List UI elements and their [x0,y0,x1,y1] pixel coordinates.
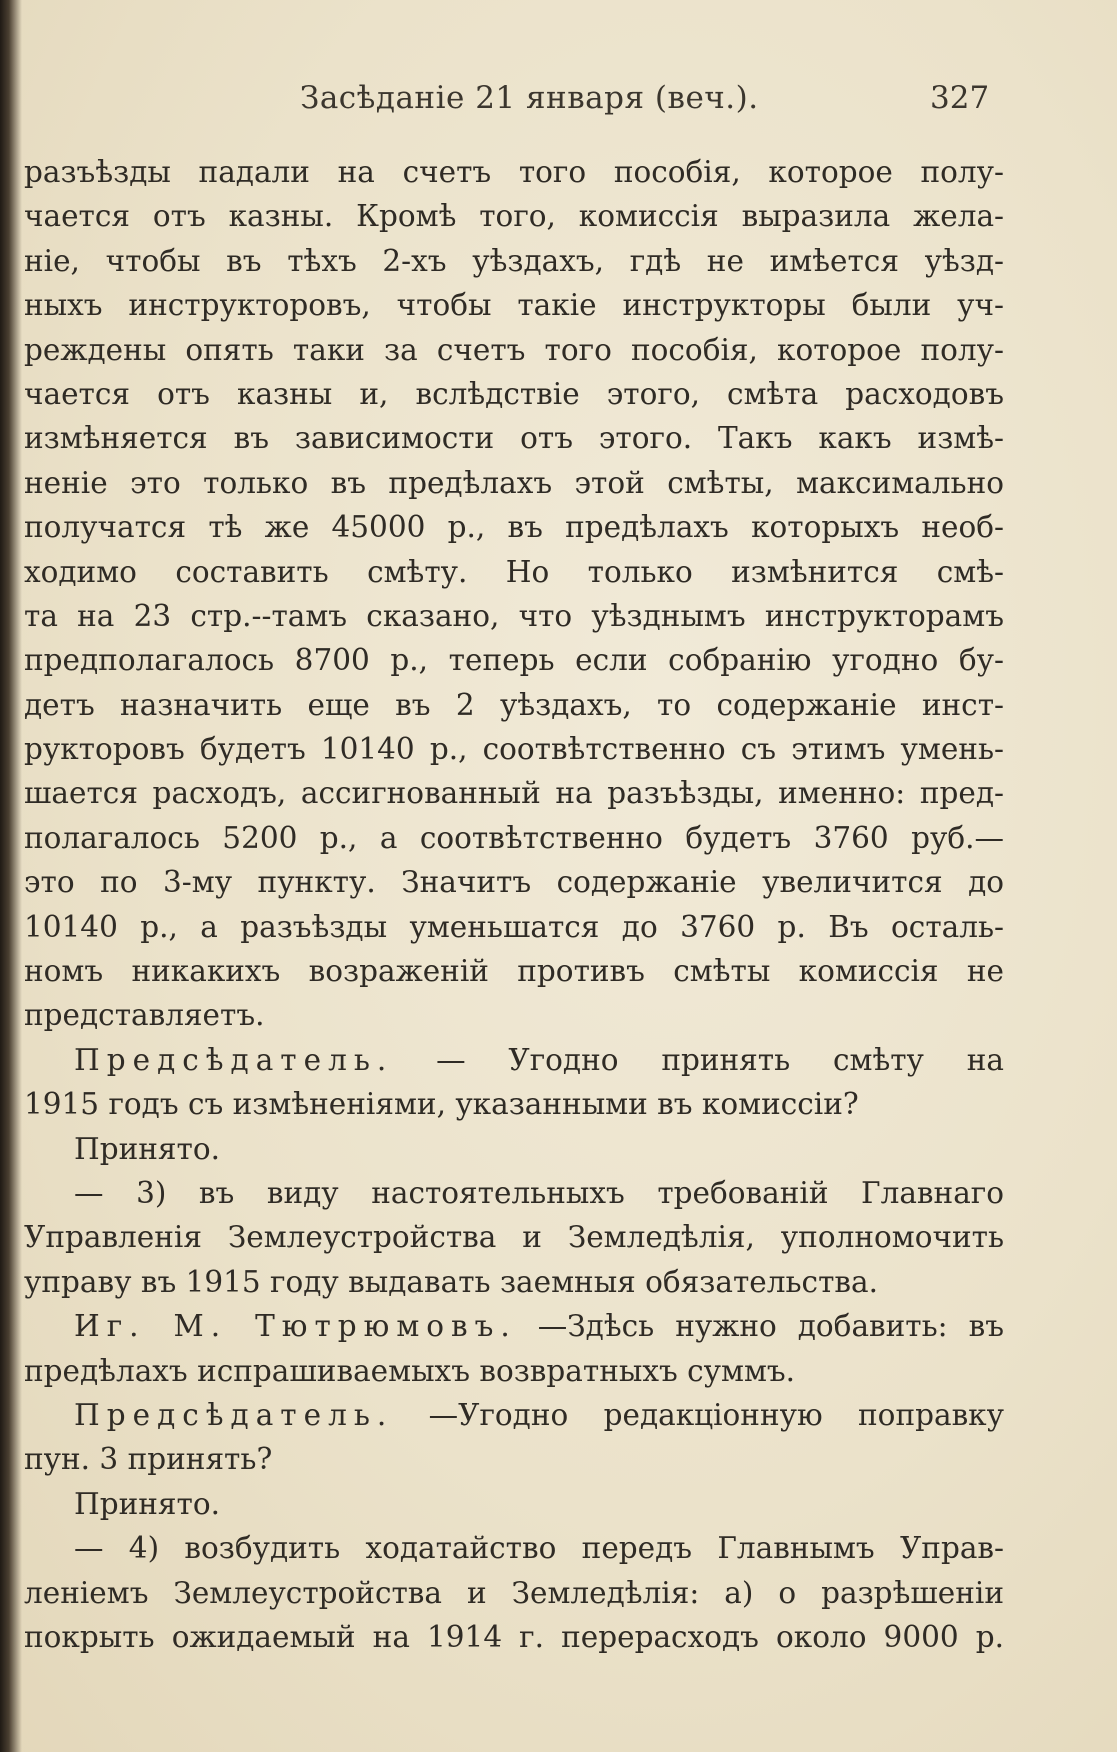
text-line [24,194,1004,238]
text-line [24,1349,1004,1393]
text-line [24,771,1004,815]
line-text: реждены опять таки за счетъ того пособія, которое полу- [24,332,1004,367]
text-line [24,683,1004,727]
speaker-name: Иг. М. Тютрюмовъ. [74,1309,517,1344]
text-line [24,239,1004,283]
running-head: Засѣданіе 21 января (веч.). [300,80,759,116]
text-line [24,1437,1004,1481]
line-text: рукторовъ будетъ 10140 р., соотвѣтственно съ этимъ умень- [24,732,1004,767]
text-line [24,416,1004,460]
line-text: 10140 р., а разъѣзды уменьшатся до 3760 р. Въ осталь- [24,909,1004,944]
line-text: Принято. [74,1131,221,1166]
text-line [24,1127,1004,1171]
line-text: детъ назначить еще въ 2 уѣздахъ, то содержаніе инст- [24,687,1004,722]
text-line [24,150,1004,194]
line-text: ныхъ инструкторовъ, чтобы такіе инструкторы были уч- [24,288,1004,323]
text-line [24,1571,1004,1615]
text-line [24,1260,1004,1304]
line-text: представляетъ. [24,998,265,1033]
text-line [24,594,1004,638]
text-line [24,550,1004,594]
text-line [24,372,1004,416]
text-line [24,1393,1004,1437]
line-text: —Здѣсь нужно добавить: въ [537,1309,1004,1344]
line-text: это по 3-му пункту. Значитъ содержаніе увеличится до [24,865,1004,900]
body-text [24,150,1004,1659]
line-text: пун. 3 принять? [24,1442,273,1477]
text-line [24,1615,1004,1659]
line-text: чается отъ казны. Кромѣ того, комиссія выразила жела- [24,199,1004,234]
line-text: предполагалось 8700 р., теперь если собранію угодно бу- [24,643,1004,678]
text-line [24,1038,1004,1082]
text-line [24,461,1004,505]
text-line [24,283,1004,327]
line-text: измѣняется въ зависимости отъ этого. Такъ какъ измѣ- [24,421,1004,456]
line-text: чается отъ казны и, вслѣдствіе этого, смѣта расходовъ [24,376,1004,411]
text-line [24,905,1004,949]
page-header [0,72,1117,122]
text-line [24,1526,1004,1570]
line-text: та на 23 стр.--тамъ сказано, что уѣзднымъ инструкторамъ [24,598,1004,633]
speaker-name: Предсѣдатель. [74,1042,394,1077]
line-text: разъѣзды падали на счетъ того пособія, которое полу- [24,155,1004,189]
line-text: ходимо составить смѣту. Но только измѣнится смѣ- [24,554,1004,589]
line-text: покрыть ожидаемый на 1914 г. перерасходъ около 9000 р. [24,1619,1004,1654]
speaker-name: Предсѣдатель. [74,1397,394,1432]
line-text: шается расходъ, ассигнованный на разъѣзды, именно: пред- [24,776,1004,811]
text-line [24,860,1004,904]
text-line [24,949,1004,993]
line-text: 1915 годъ съ измѣненіями, указанными въ комиссіи? [24,1087,859,1122]
line-text: Управленія Землеустройства и Земледѣлія, уполномочить [24,1220,1004,1255]
line-text: управу въ 1915 году выдавать заемныя обязательства. [24,1264,878,1299]
text-line [24,505,1004,549]
line-text: леніемъ Землеустройства и Земледѣлія: а) о разрѣшеніи [24,1575,1004,1610]
line-text: предѣлахъ испрашиваемыхъ возвратныхъ суммъ. [24,1353,796,1388]
line-text: —Угодно редакціонную поправку [428,1397,1004,1432]
spine-shadow [0,0,22,1752]
text-line [24,1082,1004,1126]
text-line [24,816,1004,860]
line-text: ніе, чтобы въ тѣхъ 2-хъ уѣздахъ, гдѣ не имѣется уѣзд- [24,243,1004,278]
line-text: — 3) въ виду настоятельныхъ требованій Главнаго [74,1175,1004,1210]
text-line [24,1215,1004,1259]
line-text: полагалось 5200 р., а соотвѣтственно будетъ 3760 руб.— [24,820,1004,855]
line-text: неніе это только въ предѣлахъ этой смѣты, максимально [24,465,1004,500]
line-text: — Угодно принять смѣту на [436,1042,1004,1077]
text-line [24,1482,1004,1526]
text-line [24,1171,1004,1215]
text-line [24,727,1004,771]
line-text: Принято. [74,1486,221,1521]
line-text: номъ никакихъ возраженій противъ смѣты комиссія не [24,954,1004,989]
text-line [24,638,1004,682]
line-text: получатся тѣ же 45000 р., въ предѣлахъ которыхъ необ- [24,510,1004,545]
page-number: 327 [930,80,990,116]
text-line [24,1304,1004,1348]
text-line [24,328,1004,372]
text-line [24,993,1004,1037]
line-text: — 4) возбудить ходатайство передъ Главнымъ Управ- [74,1531,1004,1566]
